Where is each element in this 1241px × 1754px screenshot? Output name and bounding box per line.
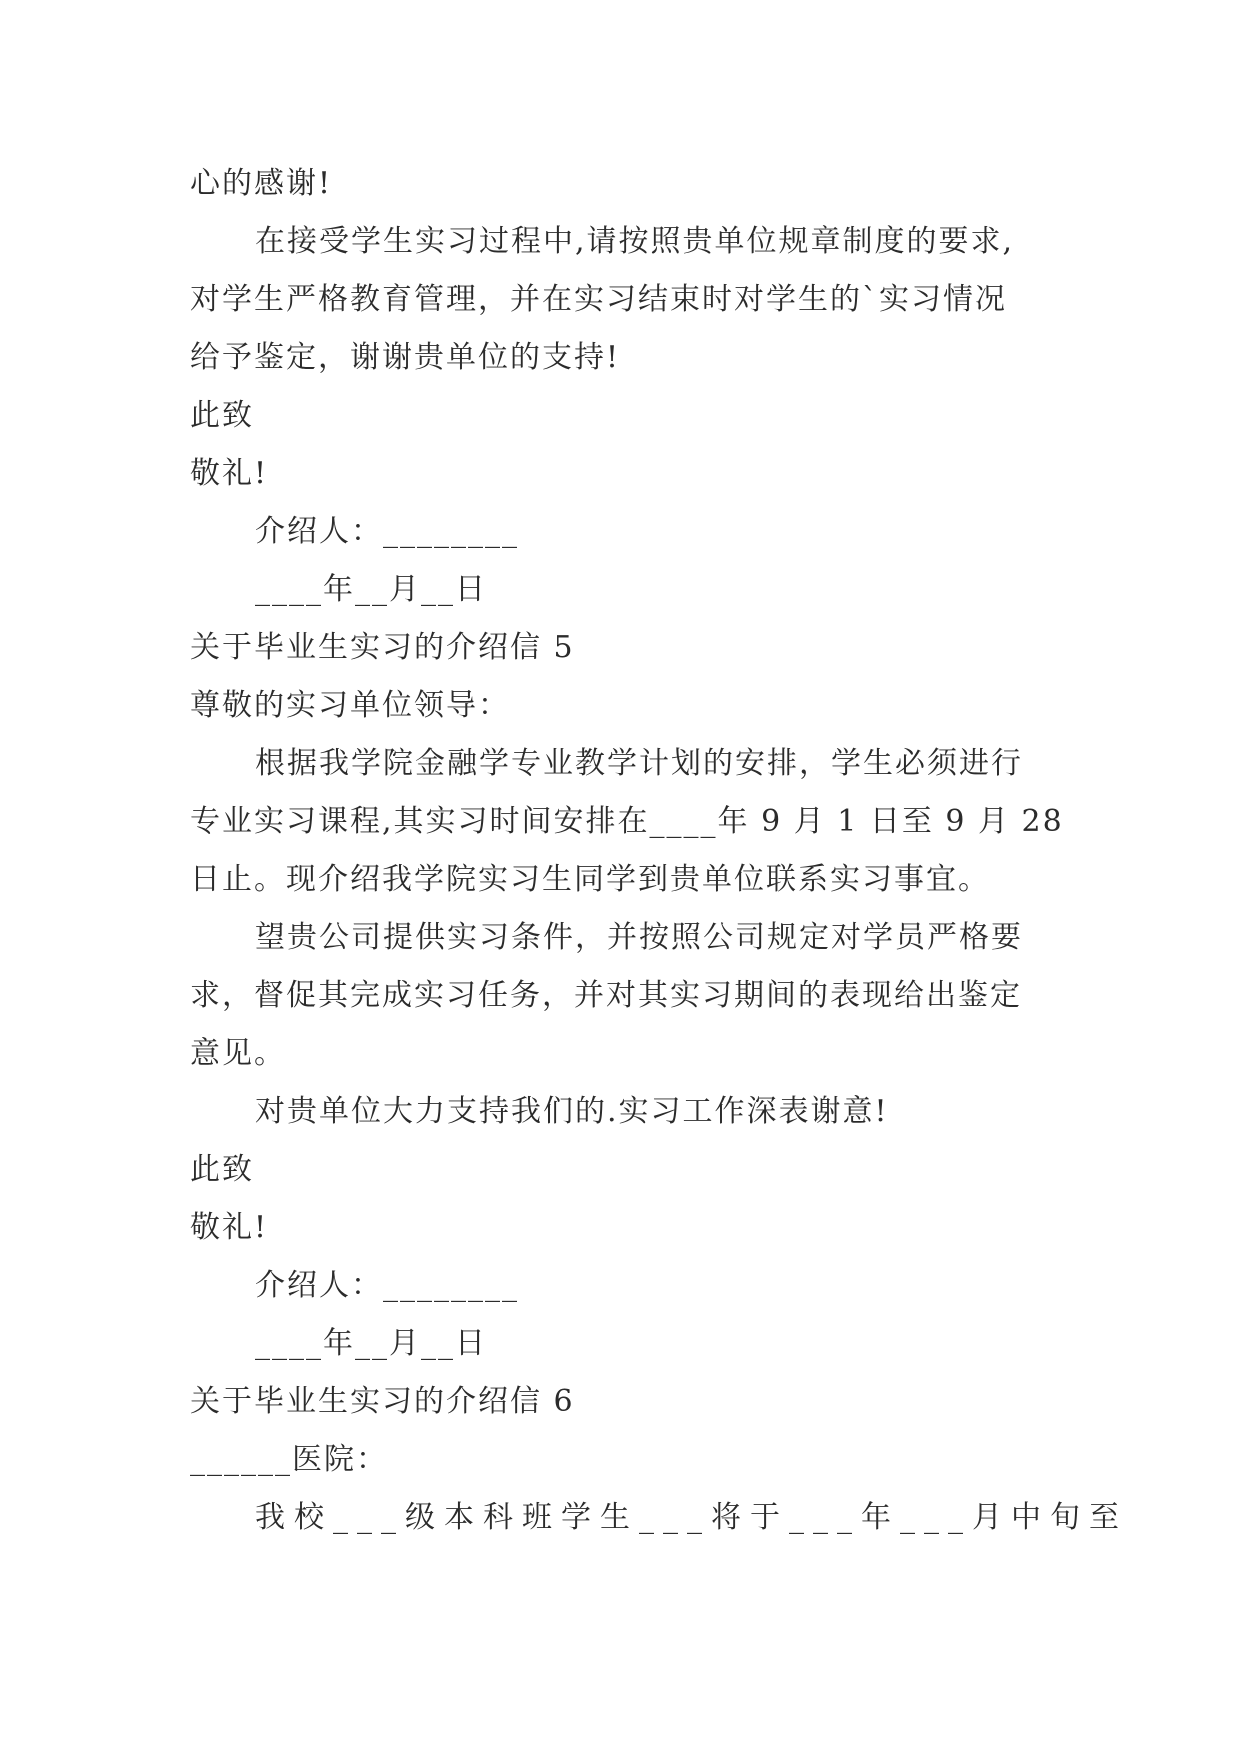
closing-regards: 敬礼!	[190, 456, 269, 491]
paragraph-line: 求，督促其完成实习任务，并对其实习期间的表现给出鉴定	[190, 978, 1022, 1013]
paragraph-line: 我校___级本科班学生___将于___年___月中旬至	[255, 1500, 1128, 1535]
closing-salutation: 此致	[190, 398, 254, 433]
paragraph-line: 根据我学院金融学专业教学计划的安排，学生必须进行	[255, 746, 1023, 781]
paragraph-line: 心的感谢!	[190, 166, 333, 201]
section-heading: 关于毕业生实习的介绍信 6	[190, 1384, 575, 1419]
letter-greeting: ______医院：	[190, 1442, 388, 1477]
signature-field: 介绍人：________	[255, 514, 519, 549]
paragraph-line: 专业实习课程,其实习时间安排在____年 9 月 1 日至 9 月 28	[190, 804, 1064, 839]
closing-regards: 敬礼!	[190, 1210, 269, 1245]
section-heading: 关于毕业生实习的介绍信 5	[190, 630, 575, 665]
date-field: ____年__月__日	[255, 572, 487, 607]
paragraph-line: 在接受学生实习过程中,请按照贵单位规章制度的要求,	[255, 224, 1015, 259]
paragraph-line: 对贵单位大力支持我们的.实习工作深表谢意!	[255, 1094, 889, 1129]
signature-field: 介绍人：________	[255, 1268, 519, 1303]
paragraph-line: 给予鉴定，谢谢贵单位的支持!	[190, 340, 621, 375]
closing-salutation: 此致	[190, 1152, 254, 1187]
letter-greeting: 尊敬的实习单位领导：	[190, 688, 510, 723]
paragraph-line: 对学生严格教育管理，并在实习结束时对学生的`实习情况	[190, 282, 1007, 317]
paragraph-line: 日止。现介绍我学院实习生同学到贵单位联系实习事宜。	[190, 862, 990, 897]
date-field: ____年__月__日	[255, 1326, 487, 1361]
paragraph-line: 望贵公司提供实习条件，并按照公司规定对学员严格要	[255, 920, 1023, 955]
paragraph-line: 意见。	[190, 1036, 286, 1071]
